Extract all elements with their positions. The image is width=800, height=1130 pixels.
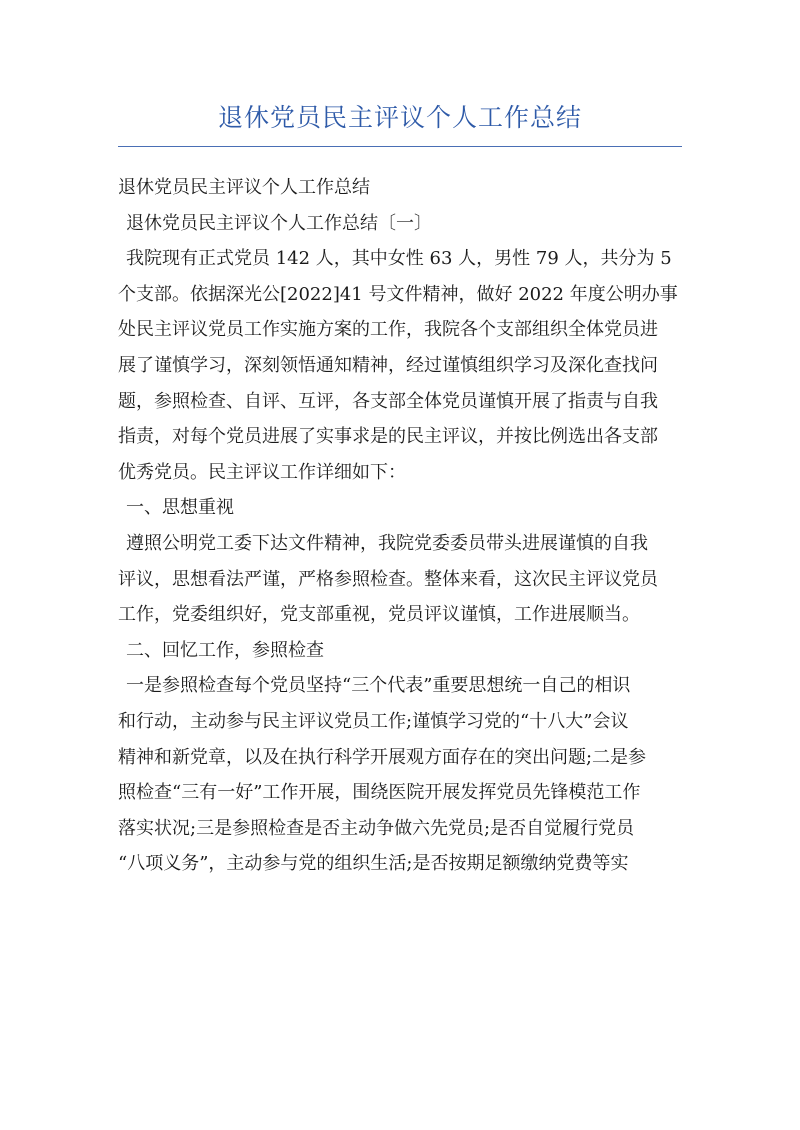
body-line: 一是参照检查每个党员坚持“三个代表”重要思想统一自己的相识 — [126, 675, 631, 697]
body-line-section-heading: 退休党员民主评议个人工作总结〔一〕 — [126, 212, 432, 234]
body-line: 指责，对每个党员进展了实事求是的民主评议，并按比例选出各支部 — [118, 426, 658, 448]
body-line: 和行动，主动参与民主评议党员工作;谨慎学习党的“十八大”会议 — [118, 710, 629, 732]
body-line: 精神和新党章，以及在执行科学开展观方面存在的突出问题;二是参 — [118, 746, 647, 768]
heading-thought-emphasis: 一、思想重视 — [126, 497, 234, 519]
body-line: 照检查“三有一好”工作开展，围绕医院开展发挥党员先锋模范工作 — [118, 782, 641, 804]
heading-review-work: 二、回忆工作，参照检查 — [126, 639, 324, 661]
body-line: 评议，思想看法严谨，严格参照检查。整体来看，这次民主评议党员 — [118, 568, 658, 590]
body-line: 展了谨慎学习，深刻领悟通知精神，经过谨慎组织学习及深化查找问 — [118, 354, 658, 376]
body-line-subtitle: 退休党员民主评议个人工作总结 — [118, 177, 370, 198]
body-line: 落实状况;三是参照检查是否主动争做六先党员;是否自觉履行党员 — [118, 817, 635, 839]
body-line: “八项义务”，主动参与党的组织生活;是否按期足额缴纳党费等实 — [118, 853, 629, 875]
body-line: 处民主评议党员工作实施方案的工作，我院各个支部组织全体党员进 — [118, 319, 658, 341]
body-line: 优秀党员。民主评议工作详细如下： — [118, 461, 406, 483]
body-line: 题，参照检查、自评、互评，各支部全体党员谨慎开展了指责与自我 — [118, 390, 658, 412]
document-body — [118, 170, 682, 882]
title-divider — [118, 146, 682, 147]
body-line: 工作，党委组织好，党支部重视，党员评议谨慎，工作进展顺当。 — [118, 604, 640, 626]
document-title: 退休党员民主评议个人工作总结 — [217, 103, 582, 132]
body-line: 遵照公明党工委下达文件精神，我院党委委员带头进展谨慎的自我 — [126, 532, 648, 554]
body-line: 个支部。依据深光公[2022]41 号文件精神，做好 2022 年度公明办事 — [118, 283, 678, 305]
body-line: 我院现有正式党员 142 人，其中女性 63 人，男性 79 人，共分为 5 — [126, 248, 672, 270]
